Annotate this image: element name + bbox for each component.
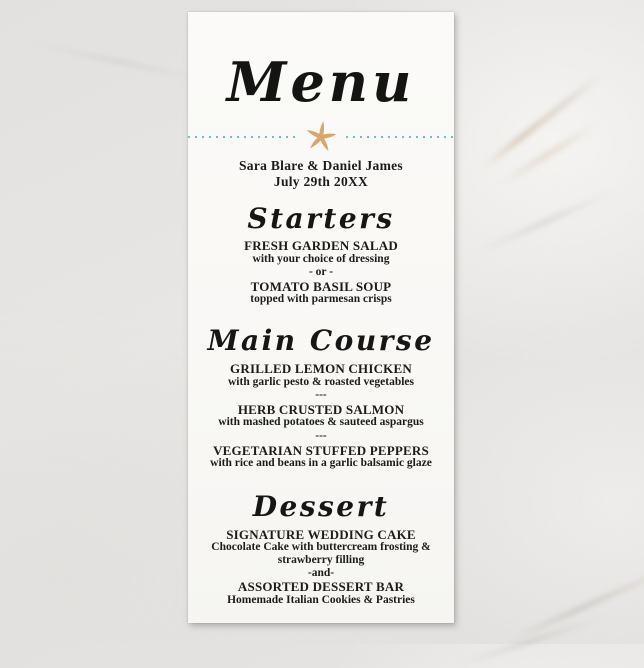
- dotted-rule-left: [188, 136, 296, 138]
- dotted-divider: [188, 122, 454, 152]
- menu-item-desc: with your choice of dressing: [252, 252, 390, 265]
- marble-vein: [495, 119, 602, 190]
- section-main-course: [188, 362, 454, 471]
- marble-vein: [32, 41, 209, 82]
- section-heading-main-course: Main Course: [207, 323, 435, 357]
- menu-item-desc: Chocolate Cake with buttercream frosting & strawberry filling: [211, 541, 431, 566]
- event-date: July 29th 20XX: [273, 174, 369, 189]
- menu-item-desc: with rice and beans in a garlic balsamic glaze: [210, 457, 432, 470]
- section-heading-dessert: Dessert: [252, 489, 390, 523]
- starfish-icon: [304, 120, 338, 154]
- menu-item-desc: with garlic pesto & roasted vegetables: [228, 375, 414, 388]
- menu-item-name: TOMATO BASIL SOUP: [250, 278, 392, 294]
- menu-item-desc: Homemade Italian Cookies & Pastries: [227, 593, 415, 606]
- marble-vein: [482, 72, 603, 168]
- item-separator: ---: [315, 429, 327, 442]
- marble-vein: [453, 615, 606, 667]
- item-separator: ---: [315, 389, 327, 402]
- menu-item-name: SIGNATURE WEDDING CAKE: [226, 526, 416, 542]
- menu-item-desc: with mashed potatoes & sauteed aspargus: [218, 416, 424, 429]
- menu-item-name: GRILLED LEMON CHICKEN: [230, 360, 412, 376]
- menu-title: Menu: [226, 50, 416, 114]
- marble-vein: [507, 562, 644, 643]
- menu-item-name: HERB CRUSTED SALMON: [237, 401, 405, 417]
- menu-item-name: FRESH GARDEN SALAD: [244, 238, 398, 253]
- dotted-rule-right: [346, 136, 454, 138]
- menu-item-desc: topped with parmesan crisps: [250, 293, 392, 306]
- item-separator: -and-: [307, 566, 335, 579]
- menu-card: [188, 12, 454, 623]
- marble-vein: [476, 190, 615, 255]
- couple-names: Sara Blare & Daniel James: [239, 158, 403, 173]
- menu-item-name: ASSORTED DESSERT BAR: [237, 579, 405, 595]
- section-starters: [188, 239, 454, 307]
- menu-item-name: VEGETARIAN STUFFED PEPPERS: [213, 442, 429, 458]
- section-heading-starters: Starters: [247, 202, 395, 235]
- section-dessert: [188, 528, 454, 608]
- item-separator: - or -: [308, 266, 334, 279]
